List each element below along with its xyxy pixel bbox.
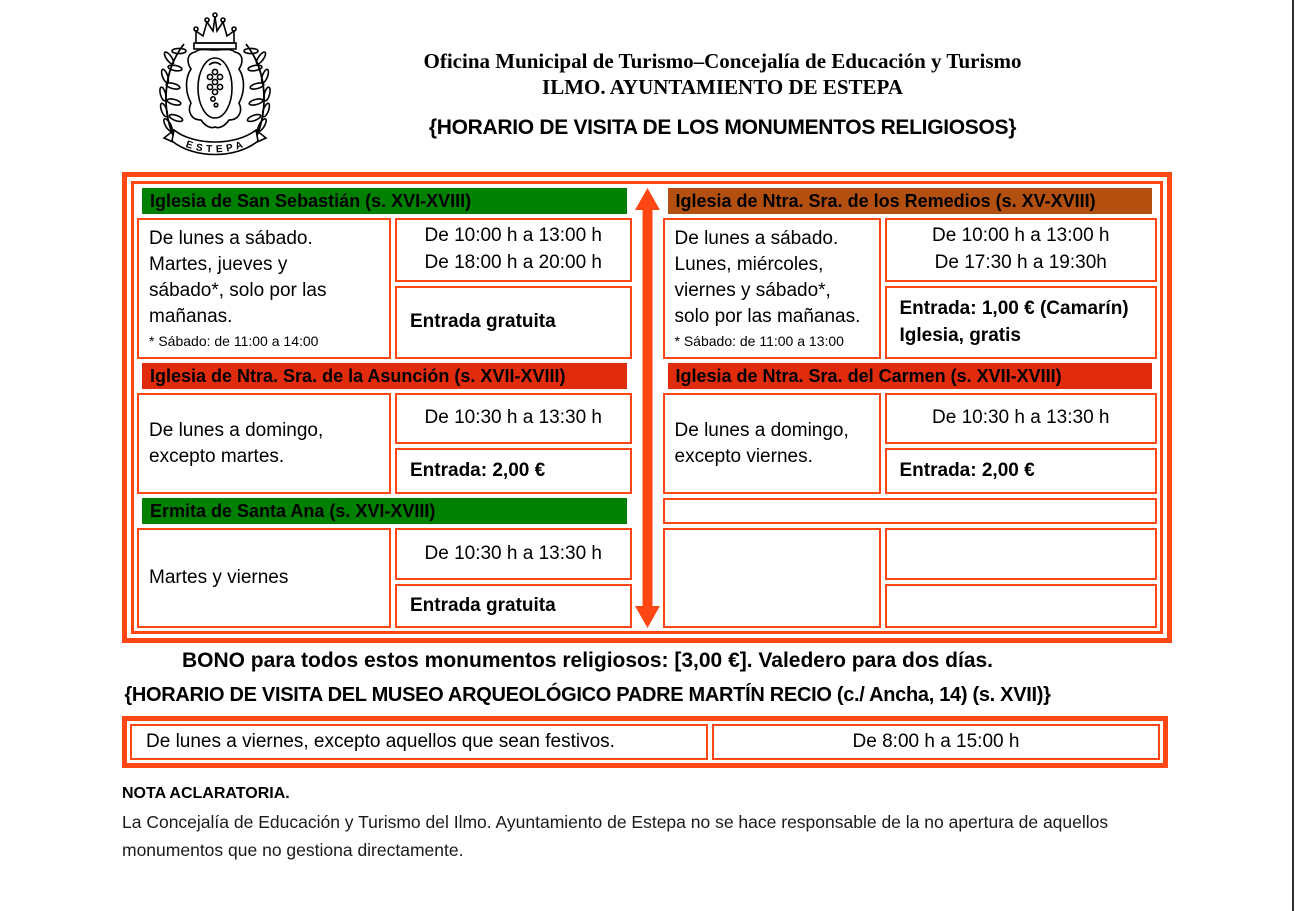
remedios-row (663, 218, 1158, 359)
note-line: La Concejalía de Educación y Turismo del Ilmo. Ayuntamiento de Estepa no se hace responsable de la no apertura de aquellos (122, 812, 1109, 832)
asuncion-hours-cell (395, 393, 632, 444)
double-arrow-icon (635, 188, 660, 628)
san-sebastian-row (137, 218, 632, 359)
monument-header-carmen: Iglesia de Ntra. Sra. del Carmen (s. XVII-XVIII) (668, 363, 1153, 389)
schedule-line: De lunes a domingo, (674, 419, 849, 441)
remedios-price-cell (885, 286, 1158, 359)
price-line: Entrada gratuita (410, 594, 556, 616)
schedule-line: De lunes a domingo, (149, 419, 324, 441)
carmen-price-cell (885, 448, 1158, 494)
santa-ana-price-cell (395, 584, 632, 628)
hours-line: De 10:30 h a 13:30 h (932, 407, 1110, 429)
bono-line: BONO para todos estos monumentos religiosos: [3,00 €]. Valedero para dos días. (181, 649, 994, 672)
carmen-row (663, 393, 1158, 494)
carmen-hours-price (885, 393, 1158, 494)
monuments-column-right (663, 188, 1158, 628)
empty-row (663, 528, 1158, 628)
monument-header-remedios: Iglesia de Ntra. Sra. de los Remedios (s. XV-XVIII) (668, 188, 1153, 214)
schedule-line: excepto viernes. (674, 445, 813, 467)
price-line: Entrada: 2,00 € (410, 459, 546, 481)
saturday-note: * Sábado: de 11:00 a 14:00 (149, 332, 319, 349)
hours-line: De 18:00 h a 20:00 h (424, 252, 602, 273)
santa-ana-row (137, 528, 632, 628)
monuments-schedule-table (122, 172, 1172, 643)
carmen-hours-cell (885, 393, 1158, 444)
museum-days-cell: De lunes a viernes, excepto aquellos que sean festivos. (130, 724, 708, 760)
santa-ana-hours-cell (395, 528, 632, 580)
asuncion-days-cell (137, 393, 391, 494)
org-subtitle: ILMO. AYUNTAMIENTO DE ESTEPA (542, 75, 903, 100)
san-sebastian-days-cell (137, 218, 391, 359)
santa-ana-hours-price (395, 528, 632, 628)
column-divider (635, 188, 660, 628)
asuncion-hours-price (395, 393, 632, 494)
remedios-hours-cell (885, 218, 1158, 282)
document-header (150, 48, 1295, 140)
org-title: Oficina Municipal de Turismo–Concejalía de Educación y Turismo (423, 49, 1022, 73)
remedios-hours-price (885, 218, 1158, 359)
monuments-column-left (137, 188, 632, 628)
hours-line: De 10:30 h a 13:30 h (424, 407, 602, 429)
hours-line: De 10:00 h a 13:00 h (932, 225, 1110, 247)
schedule-line: Lunes, miércoles, (674, 254, 824, 276)
san-sebastian-hours-cell (395, 218, 632, 282)
santa-ana-days-cell (137, 528, 391, 628)
schedule-line: viernes y sábado*, (674, 279, 831, 301)
empty-days-cell (663, 528, 881, 628)
monument-header-asuncion: Iglesia de Ntra. Sra. de la Asunción (s. XVII-XVIII) (142, 363, 627, 389)
asuncion-row (137, 393, 632, 494)
monument-header-san-sebastian: Iglesia de San Sebastián (s. XVI-XVIII) (142, 188, 627, 214)
carmen-days-cell (663, 393, 881, 494)
logo-banner-text: ESTEPA (184, 138, 249, 156)
clarification-note (122, 785, 1182, 864)
remedios-days-cell (663, 218, 881, 359)
schedule-line: sábado*, solo por las (149, 279, 327, 301)
empty-hours-price (885, 528, 1158, 628)
price-line: Iglesia, gratis (899, 324, 1021, 346)
hours-line: De 10:30 h a 13:30 h (424, 542, 602, 564)
schedule-line: solo por las mañanas. (674, 305, 861, 327)
schedule-line: mañanas. (149, 305, 233, 327)
san-sebastian-price-cell (395, 286, 632, 359)
hours-line: De 10:00 h a 13:00 h (424, 225, 602, 247)
museum-hours-cell: De 8:00 h a 15:00 h (712, 724, 1160, 760)
schedule-line: excepto martes. (149, 445, 285, 467)
empty-hours-cell (885, 528, 1158, 580)
schedule-line: De lunes a sábado. (674, 228, 839, 250)
museum-schedule-table (122, 716, 1168, 768)
asuncion-price-cell (395, 448, 632, 494)
price-line: Entrada gratuita (410, 311, 556, 333)
hours-line: De 17:30 h a 19:30h (934, 252, 1107, 273)
empty-price-cell (885, 584, 1158, 628)
schedule-line: Martes, jueves y (149, 254, 288, 276)
page-right-edge (1292, 0, 1294, 911)
saturday-note: * Sábado: de 11:00 a 13:00 (674, 332, 844, 349)
monument-header-santa-ana: Ermita de Santa Ana (s. XVI-XVIII) (142, 498, 627, 524)
note-title: NOTA ACLARATORIA. (122, 785, 290, 802)
schedule-line: Martes y viernes (149, 567, 289, 589)
empty-header-cell (663, 498, 1158, 524)
schedule-line: De lunes a sábado. (149, 228, 313, 250)
price-line: Entrada: 1,00 € (Camarín) (899, 297, 1129, 319)
monuments-table-inner (131, 181, 1163, 634)
note-line: monumentos que no gestiona directamente. (122, 840, 464, 860)
museum-schedule-title: {HORARIO DE VISITA DEL MUSEO ARQUEOLÓGICO PADRE MARTÍN RECIO (c./ Ancha, 14) (s. XVII)} (124, 684, 1051, 706)
religious-monuments-schedule-title: {HORARIO DE VISITA DE LOS MONUMENTOS RELIGIOSOS} (428, 115, 1017, 139)
san-sebastian-hours-price (395, 218, 632, 359)
price-line: Entrada: 2,00 € (899, 459, 1035, 481)
